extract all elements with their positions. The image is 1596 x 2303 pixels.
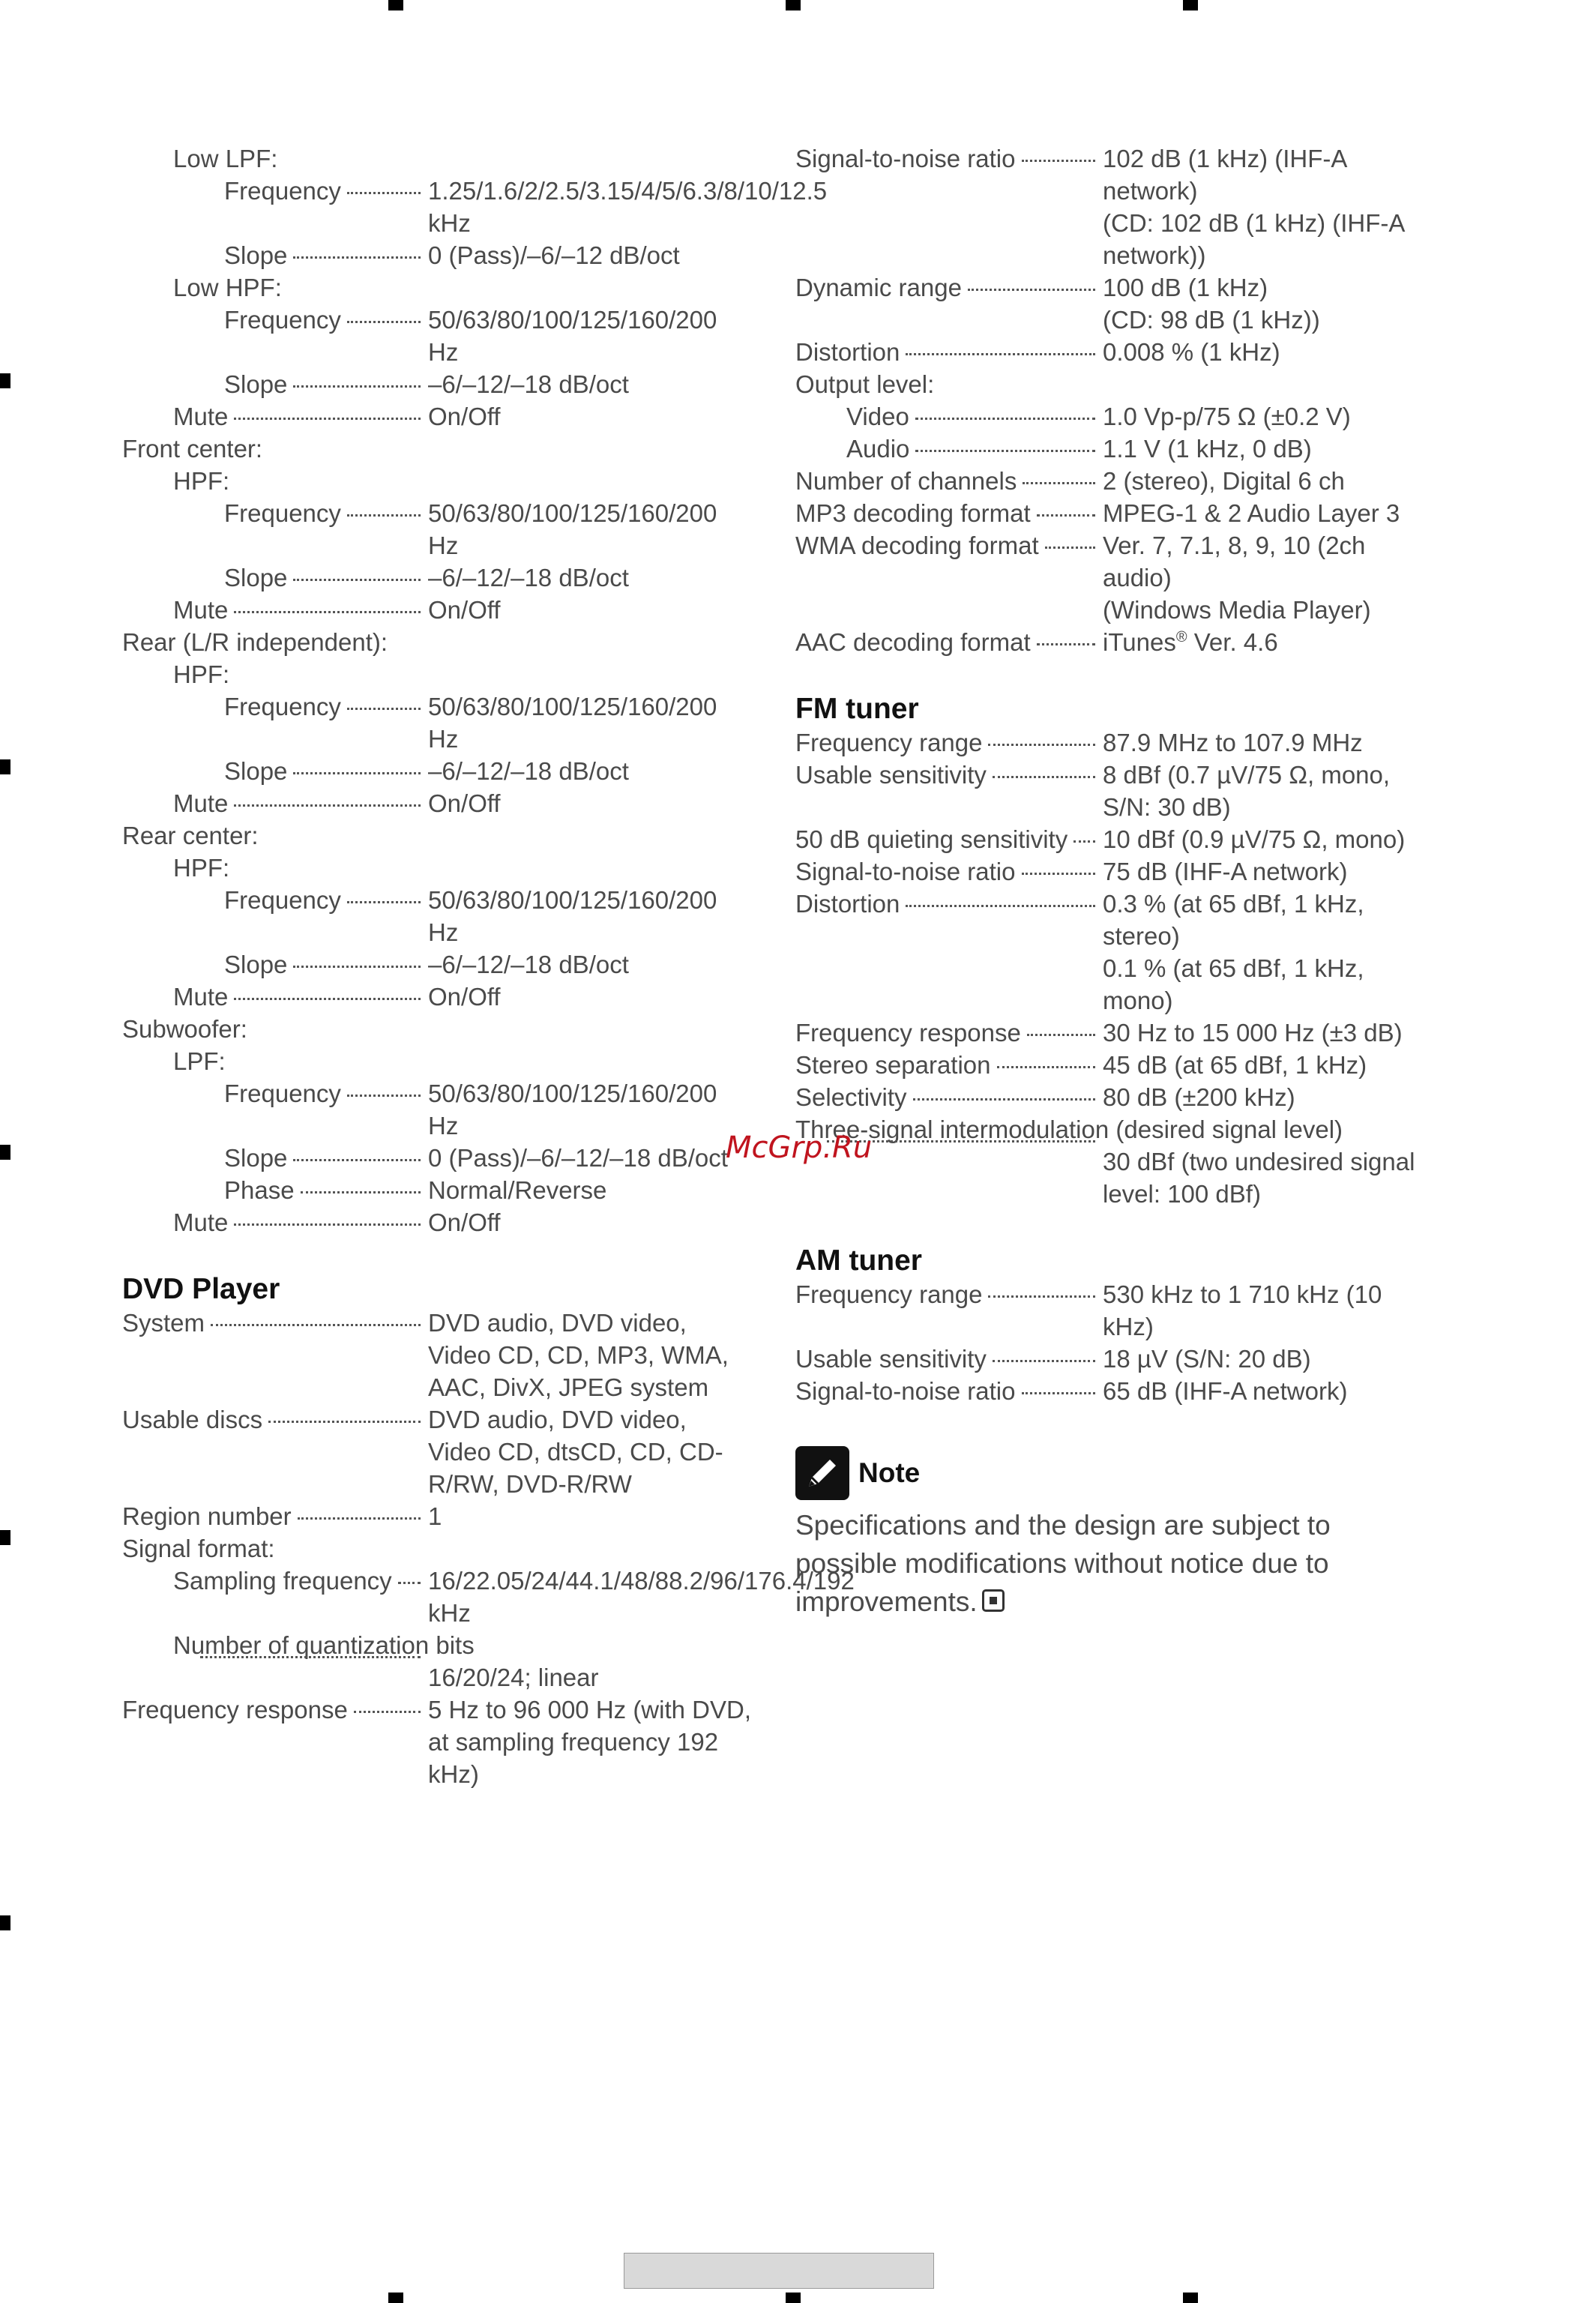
registration-mark [1183, 2293, 1198, 2303]
spec-group-header: LPF: [173, 1047, 226, 1075]
spec-group-header: Low LPF: [173, 145, 278, 172]
spec-label: WMA decoding format [795, 532, 1039, 559]
spec-label: Slope [224, 1144, 288, 1172]
spec-label: Signal-to-noise ratio [795, 145, 1016, 172]
spec-label: MP3 decoding format [795, 499, 1031, 527]
spec-row [795, 1017, 1425, 1049]
spec-label: Stereo separation [795, 1051, 991, 1079]
spec-label: Signal-to-noise ratio [795, 1377, 1016, 1405]
spec-label: Frequency [224, 177, 341, 205]
section-title-fm-tuner: FM tuner [795, 693, 919, 725]
spec-group-header: Subwoofer: [122, 1015, 247, 1043]
spec-value [1103, 271, 1425, 336]
spec-value-line: (Windows Media Player) [1103, 596, 1371, 624]
spec-row [122, 1500, 752, 1532]
spec-row [795, 1278, 1425, 1343]
spec-label: Number of channels [795, 467, 1017, 495]
spec-group-header: Three-signal intermodulation (desired signal level) [795, 1116, 1343, 1143]
spec-value: On/Off [428, 789, 501, 817]
spec-value: 18 µV (S/N: 20 dB) [1103, 1345, 1311, 1373]
spec-row [795, 1081, 1425, 1113]
spec-value: 8 dBf (0.7 µV/75 Ω, mono, S/N: 30 dB) [1103, 761, 1391, 821]
spec-row [795, 465, 1425, 497]
spec-row [122, 1077, 752, 1142]
spec-group-header: Number of quantization bits [173, 1631, 475, 1659]
spec-label: Sampling frequency [173, 1567, 392, 1595]
spec-value: –6/–12/–18 dB/oct [428, 370, 629, 398]
spec-row [795, 1049, 1425, 1081]
spec-value: 30 Hz to 15 000 Hz (±3 dB) [1103, 1019, 1403, 1047]
spec-value: On/Off [428, 596, 501, 624]
spec-row [122, 304, 752, 368]
spec-row [122, 1307, 752, 1403]
spec-row [795, 1146, 1425, 1210]
spec-value: 1 [428, 1502, 442, 1530]
spec-value: 50/63/80/100/125/160/200 Hz [428, 499, 717, 559]
spec-row [122, 1403, 752, 1500]
spec-row [122, 787, 752, 819]
note-body: Specifications and the design are subject to possible modifications without notice due to improvements. [795, 1510, 1331, 1617]
spec-label: Phase [224, 1176, 295, 1204]
spec-label: Mute [173, 983, 229, 1011]
spec-value: 10 dBf (0.9 µV/75 Ω, mono) [1103, 825, 1406, 853]
spec-value: MPEG-1 & 2 Audio Layer 3 [1103, 499, 1400, 527]
spec-value: DVD audio, DVD video, Video CD, CD, MP3, WMA, AAC, DivX, JPEG system [428, 1309, 729, 1401]
spec-label: Frequency response [122, 1696, 348, 1724]
spec-value-line: 0.1 % (at 65 dBf, 1 kHz, mono) [1103, 954, 1364, 1014]
registration-mark [0, 759, 10, 774]
spec-value: On/Off [428, 1208, 501, 1236]
spec-group-header: Front center: [122, 435, 263, 463]
spec-label: Region number [122, 1502, 292, 1530]
spec-value: 5 Hz to 96 000 Hz (with DVD, at sampling frequency 192 kHz) [428, 1696, 751, 1788]
spec-row [795, 433, 1425, 465]
spec-row [122, 239, 752, 271]
spec-label: Usable discs [122, 1406, 263, 1433]
spec-label: Frequency [224, 693, 341, 720]
note-text [795, 1506, 1410, 1621]
spec-row [122, 368, 752, 400]
spec-row [795, 855, 1425, 888]
spec-row [122, 755, 752, 787]
spec-label: Usable sensitivity [795, 761, 987, 789]
spec-row [122, 594, 752, 626]
spec-group-header: HPF: [173, 467, 230, 495]
spec-group-header: Signal format: [122, 1535, 275, 1562]
spec-row [795, 888, 1425, 1017]
registration-mark [786, 2293, 801, 2303]
spec-value: 50/63/80/100/125/160/200 Hz [428, 306, 717, 366]
spec-value: 1.1 V (1 kHz, 0 dB) [1103, 435, 1312, 463]
spec-label: System [122, 1309, 205, 1337]
spec-row [122, 1174, 752, 1206]
spec-label: Mute [173, 1208, 229, 1236]
note-label: Note [858, 1457, 921, 1488]
spec-value-line: Ver. 7, 7.1, 8, 9, 10 (2ch audio) [1103, 532, 1366, 591]
spec-label: Mute [173, 789, 229, 817]
spec-value: DVD audio, DVD video, Video CD, dtsCD, CD, CD-R/RW, DVD-R/RW [428, 1406, 723, 1498]
spec-row [122, 981, 752, 1013]
spec-label: Frequency range [795, 1280, 983, 1308]
spec-label: Distortion [795, 890, 900, 918]
registration-mark [388, 2293, 403, 2303]
spec-value-line: 0.3 % (at 65 dBf, 1 kHz, stereo) [1103, 890, 1364, 950]
spec-row [122, 497, 752, 562]
spec-group-header: HPF: [173, 660, 230, 688]
spec-value: 0 (Pass)/–6/–12 dB/oct [428, 241, 680, 269]
spec-row [795, 529, 1425, 626]
spec-row [795, 271, 1425, 336]
spec-value [1103, 529, 1425, 626]
spec-row [795, 1343, 1425, 1375]
aac-brand: iTunes [1103, 628, 1176, 656]
spec-value-line: 102 dB (1 kHz) (IHF-A network) [1103, 145, 1346, 205]
spec-label: Slope [224, 564, 288, 591]
registration-mark [0, 373, 10, 388]
spec-value: 80 dB (±200 kHz) [1103, 1083, 1295, 1111]
spec-value: Normal/Reverse [428, 1176, 607, 1204]
aac-version: Ver. 4.6 [1187, 628, 1278, 656]
registration-mark [1183, 0, 1198, 10]
spec-label: Slope [224, 951, 288, 978]
registered-mark: ® [1175, 629, 1187, 645]
spec-value: 2 (stereo), Digital 6 ch [1103, 467, 1345, 495]
registration-mark [0, 1530, 10, 1545]
spec-label: Mute [173, 403, 229, 430]
spec-label: Slope [224, 370, 288, 398]
watermark: McGrp.Ru [726, 1131, 873, 1165]
spec-row [122, 1565, 855, 1629]
spec-group-header: Rear (L/R independent): [122, 628, 388, 656]
spec-label: 50 dB quieting sensitivity [795, 825, 1068, 853]
spec-value-line: 100 dB (1 kHz) [1103, 274, 1268, 301]
spec-label: Frequency range [795, 729, 983, 756]
spec-label: Selectivity [795, 1083, 907, 1111]
spec-group-header: Rear center: [122, 822, 259, 849]
end-mark-icon [982, 1589, 1005, 1612]
spec-row [122, 175, 828, 239]
footer-bar [624, 2253, 934, 2289]
right-column [795, 142, 1425, 1621]
spec-row [795, 759, 1425, 823]
spec-value: 65 dB (IHF-A network) [1103, 1377, 1348, 1405]
spec-label: Frequency [224, 886, 341, 914]
spec-label: Frequency [224, 499, 341, 527]
spec-label: AAC decoding format [795, 628, 1031, 656]
spec-row [122, 400, 752, 433]
spec-value: –6/–12/–18 dB/oct [428, 564, 629, 591]
spec-value: 16/22.05/24/44.1/48/88.2/96/176.4/192 kHz [428, 1567, 855, 1627]
spec-value: 50/63/80/100/125/160/200 Hz [428, 693, 717, 753]
spec-value: 75 dB (IHF-A network) [1103, 858, 1348, 885]
spec-value: –6/–12/–18 dB/oct [428, 757, 629, 785]
spec-row [122, 690, 752, 755]
spec-label: Slope [224, 241, 288, 269]
spec-label: Distortion [795, 338, 900, 366]
spec-value: 50/63/80/100/125/160/200 Hz [428, 886, 717, 946]
spec-row [122, 884, 752, 948]
spec-value: 45 dB (at 65 dBf, 1 kHz) [1103, 1051, 1367, 1079]
spec-label: Slope [224, 757, 288, 785]
spec-label: Audio [846, 435, 910, 463]
registration-mark [786, 0, 801, 10]
spec-row [795, 1375, 1425, 1407]
spec-value: On/Off [428, 983, 501, 1011]
spec-value: 30 dBf (two undesired signal level: 100 dBf) [1103, 1148, 1415, 1208]
spec-value-line: (CD: 102 dB (1 kHz) (IHF-A network)) [1103, 209, 1404, 269]
spec-value: 530 kHz to 1 710 kHz (10 kHz) [1103, 1280, 1382, 1340]
spec-row [795, 726, 1425, 759]
spec-value-line: (CD: 98 dB (1 kHz)) [1103, 306, 1320, 334]
spec-value: 0.008 % (1 kHz) [1103, 338, 1280, 366]
spec-label: Usable sensitivity [795, 1345, 987, 1373]
spec-value [1103, 142, 1425, 271]
spec-value: 1.25/1.6/2/2.5/3.15/4/5/6.3/8/10/12.5 kHz [428, 177, 828, 237]
registration-mark [0, 1915, 10, 1930]
spec-row [795, 823, 1425, 855]
spec-value: 50/63/80/100/125/160/200 Hz [428, 1080, 717, 1140]
spec-row [795, 336, 1425, 368]
spec-value: On/Off [428, 403, 501, 430]
spec-row [795, 400, 1425, 433]
spec-label: Video [846, 403, 909, 430]
spec-group-header: Low HPF: [173, 274, 282, 301]
registration-mark [388, 0, 403, 10]
section-title-dvd-player: DVD Player [122, 1273, 280, 1305]
spec-value: 87.9 MHz to 107.9 MHz [1103, 729, 1363, 756]
spec-value: 1.0 Vp-p/75 Ω (±0.2 V) [1103, 403, 1351, 430]
spec-value [1103, 626, 1425, 658]
spec-row [122, 1661, 752, 1694]
note-pencil-icon [795, 1446, 849, 1500]
spec-value: –6/–12/–18 dB/oct [428, 951, 629, 978]
spec-group-header: Output level: [795, 370, 935, 398]
spec-value: 16/20/24; linear [428, 1664, 599, 1691]
spec-row [122, 562, 752, 594]
spec-value: 0 (Pass)/–6/–12/–18 dB/oct [428, 1144, 728, 1172]
spec-row [122, 1694, 752, 1790]
spec-row [122, 948, 752, 981]
spec-row [795, 626, 1425, 658]
spec-label: Frequency [224, 306, 341, 334]
spec-row [795, 497, 1425, 529]
spec-label: Mute [173, 596, 229, 624]
spec-row [122, 1206, 752, 1238]
spec-group-header: HPF: [173, 854, 230, 882]
spec-row [122, 1142, 752, 1174]
note-header [795, 1446, 1425, 1500]
spec-label: Dynamic range [795, 274, 962, 301]
spec-label: Frequency [224, 1080, 341, 1107]
spec-value [1103, 888, 1425, 1017]
registration-mark [0, 1145, 10, 1160]
spec-row [795, 142, 1425, 271]
spec-label: Signal-to-noise ratio [795, 858, 1016, 885]
spec-label: Frequency response [795, 1019, 1021, 1047]
section-title-am-tuner: AM tuner [795, 1244, 922, 1277]
